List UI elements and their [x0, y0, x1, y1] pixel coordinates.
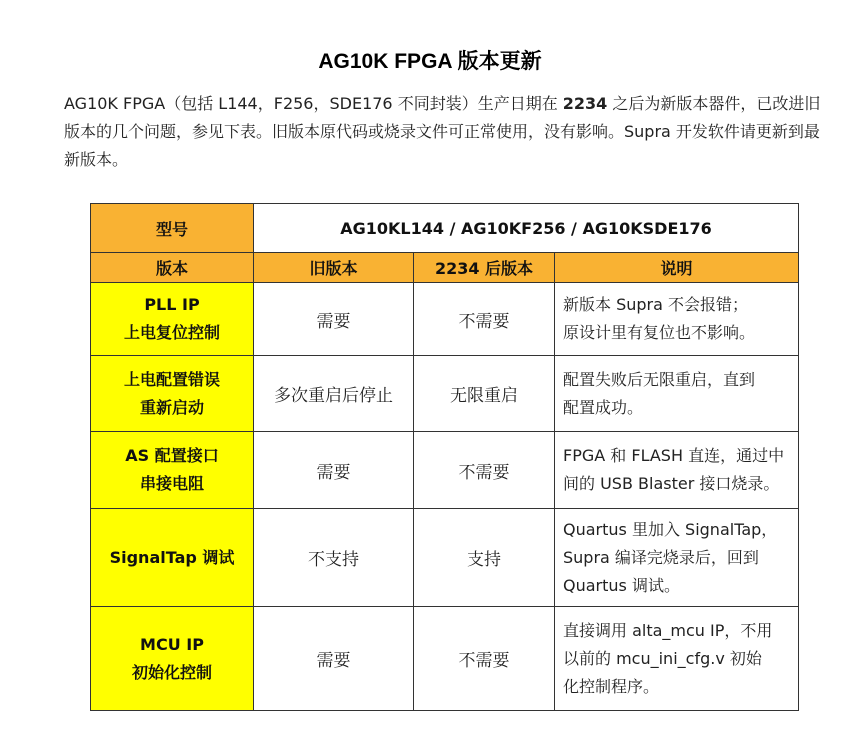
feature-line: 上电复位控制: [123, 323, 220, 342]
header-note: 说明: [555, 253, 799, 283]
note-line: 配置失败后无限重启，直到: [563, 369, 756, 389]
feature-line: 重新启动: [139, 397, 204, 417]
intro-paragraph: [64, 90, 826, 174]
model-row: [91, 204, 799, 253]
note-cell: [555, 607, 799, 711]
header-old: 旧版本: [254, 253, 414, 283]
note-line: 原设计里有复位也不影响。: [563, 323, 756, 342]
feature-cell: [91, 432, 254, 509]
old-cell: 多次重启后停止: [254, 356, 414, 432]
feature-cell: [91, 283, 254, 356]
note-line: Quartus 里加入 SignalTap，: [563, 519, 778, 539]
new-cell: 不需要: [414, 432, 555, 509]
intro-text-1: AG10K FPGA（包括 L144，F256，SDE176 不同封装）生产日期在: [64, 94, 563, 113]
new-cell: 不需要: [414, 607, 555, 711]
header-row: [91, 253, 799, 283]
note-cell: [555, 283, 799, 356]
old-cell: 需要: [254, 607, 414, 711]
feature-line: 初始化控制: [131, 662, 212, 682]
feature-line: MCU IP: [140, 634, 204, 654]
note-cell: [555, 432, 799, 509]
table-row: [91, 283, 799, 356]
new-cell: 不需要: [414, 283, 555, 356]
note-cell: [555, 509, 799, 607]
header-version: 版本: [91, 253, 254, 283]
note-line: 以前的 mcu_ini_cfg.v 初始: [563, 648, 762, 668]
new-cell: 无限重启: [414, 356, 555, 432]
table-row: [91, 607, 799, 711]
table-row: [91, 509, 799, 607]
table-row: [91, 432, 799, 509]
old-cell: 需要: [254, 283, 414, 356]
old-cell: 需要: [254, 432, 414, 509]
model-label: 型号: [91, 204, 254, 253]
document-title: AG10K FPGA 版本更新: [318, 50, 542, 73]
note-line: 新版本 Supra 不会报错；: [563, 295, 749, 314]
note-line: 间的 USB Blaster 接口烧录。: [563, 474, 780, 493]
feature-line: SignalTap 调试: [109, 547, 235, 567]
intro-date: 2234: [562, 94, 608, 113]
note-cell: [555, 356, 799, 432]
feature-cell: [91, 607, 254, 711]
note-line: Supra 编译完烧录后，回到: [563, 547, 759, 567]
feature-cell: [91, 356, 254, 432]
note-line: FPGA 和 FLASH 直连，通过中: [563, 446, 785, 465]
note-line: 直接调用 alta_mcu IP，不用: [563, 620, 773, 640]
feature-line: 上电配置错误: [123, 369, 220, 389]
intro-text-2: 之后为新版本器件，已改进旧版本的几个问题，参见下表。旧版本原代码或烧录文件可正常使用，没有影响。Supra 开发软件请更新到最新版本。: [64, 94, 821, 169]
note-line: 化控制程序。: [563, 676, 660, 696]
header-new: 2234 后版本: [414, 253, 555, 283]
version-comparison-table: [90, 203, 799, 711]
table-row: [91, 356, 799, 432]
feature-line: AS 配置接口: [125, 446, 219, 465]
new-cell: 支持: [414, 509, 555, 607]
old-cell: 不支持: [254, 509, 414, 607]
feature-line: 串接电阻: [139, 474, 204, 493]
feature-cell: [91, 509, 254, 607]
note-line: Quartus 调试。: [563, 575, 680, 595]
feature-line: PLL IP: [144, 295, 200, 314]
note-line: 配置成功。: [563, 397, 644, 417]
model-value: AG10KL144 / AG10KF256 / AG10KSDE176: [254, 204, 799, 253]
